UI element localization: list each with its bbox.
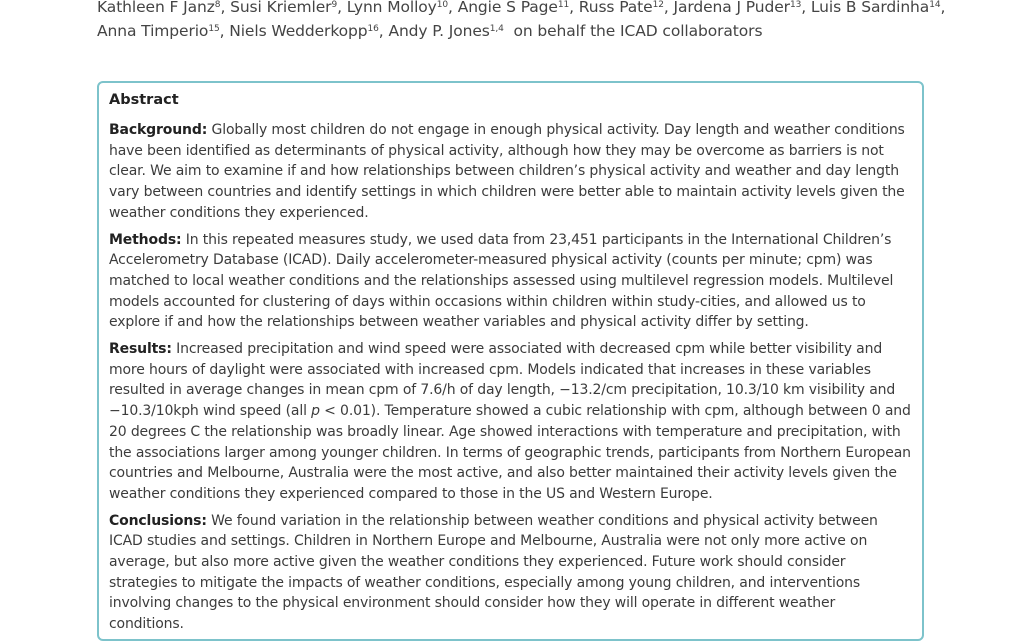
author-name: Niels Wedderkopp [229,21,368,40]
abstract-methods [109,230,912,334]
author-affiliation: 11 [557,0,570,10]
abstract-box [97,81,924,641]
author-affiliation: 15 [208,23,220,34]
abstract-title: Abstract [109,92,179,108]
author-list [97,0,977,43]
methods-label: Methods: [109,231,182,248]
background-label: Background: [109,122,208,138]
author-line-1: Kathleen F Janz$^8$, Susi Kriemler$^9$, Lynn Molloy$^{10}$, Angie S Page$^{11}$, Russ Pate$^{12}$, Jardena J Puder$^{13}$, Luis B Sardinha$^{14}$, [97,0,946,16]
author-name: Luis B Sardinha [810,0,930,16]
author-name: Andy P. Jones [388,21,490,40]
conclusions-text: We found variation in the relationship between weather conditions and physical activity between ICAD studies and settings. Children in Northern Europe and Melbourne, Australia were not only more active on average, but also more active given the weather conditions they experienced. Future work should consider strategies to mitigate the impacts of weather conditions, especially among young children, and interventions involving changes to the physical environment should consider how they will operate in different weather conditions. [109,512,878,633]
author-name: Russ Pate [578,0,653,16]
abstract-background [109,120,912,224]
conclusions-label: Conclusions: [109,512,207,529]
author-name: Susi Kriemler [230,0,332,16]
author-line-2: Anna Timperio$^{15}$, Niels Wedderkopp$^{16}$, Andy P. Jones$^{1,4}$ on behalf the ICAD collaborators [97,21,763,40]
author-affiliation: 12 [652,0,664,10]
author-affiliation: 14 [929,0,941,10]
abstract-results [109,339,912,505]
background-text: Globally most children do not engage in enough physical activity. Day length and weather conditions have been identified as determinants of physical activity, although how they may be overcome as barriers is not clear. We aim to examine if and how relationships between children’s physical activity and weather and day length vary between countries and identify settings in which children were better able to maintain activity levels given the weather conditions they experienced. [109,122,905,221]
author-name: Lynn Molloy [346,0,437,16]
methods-text: In this repeated measures study, we used data from 23,451 participants in the International Children’s Accelerometry Database (ICAD). Daily accelerometer-measured physical activity (counts per minute; cpm) was matched to local weather conditions and the relationships assessed using multilevel regression models. Multilevel models accounted for clustering of days within occasions within children within study-cities, and allowed us to explore if and how the relationships between weather variables and physical activity differ by setting. [109,231,894,331]
author-affiliation: 1,4 [489,23,504,34]
results-p-value-symbol: p [311,403,320,420]
author-affiliation: 8 [214,0,221,10]
author-name: Anna Timperio [97,21,209,40]
results-text-part-2: < 0.01). Temperature showed a cubic relationship with cpm, although between 0 and 20 degrees C the relationship was broadly linear. Age showed interactions with temperature and precipitation, with the associations larger among younger children. In terms of geographic trends, participants from Northern European countries and Melbourne, Australia were the most active, and also better maintained their activity levels given the weather conditions they experienced compared to those in the US and Western Europe. [109,403,911,502]
author-name: Kathleen F Janz [97,0,215,16]
author-affiliation: 16 [367,23,379,34]
results-label: Results: [109,341,172,358]
abstract-conclusions [109,511,912,635]
author-affiliation: 13 [789,0,802,10]
author-affiliation: 10 [436,0,449,10]
author-name: Angie S Page [457,0,558,16]
author-name: Jardena J Puder [673,0,790,16]
results-text-part-1: Increased precipitation and wind speed were associated with decreased cpm while better visibility and more hours of daylight were associated with increased cpm. Models indicated that increases in these variables resulted in average changes in mean cpm of 7.6/h of day length, −13.2/cm precipitation, 10.3/10 km visibility and −10.3/10kph wind speed (all [109,341,896,420]
author-affiliation: 9 [331,0,338,10]
collaborators-note: on behalf the ICAD collaborators [513,21,763,40]
